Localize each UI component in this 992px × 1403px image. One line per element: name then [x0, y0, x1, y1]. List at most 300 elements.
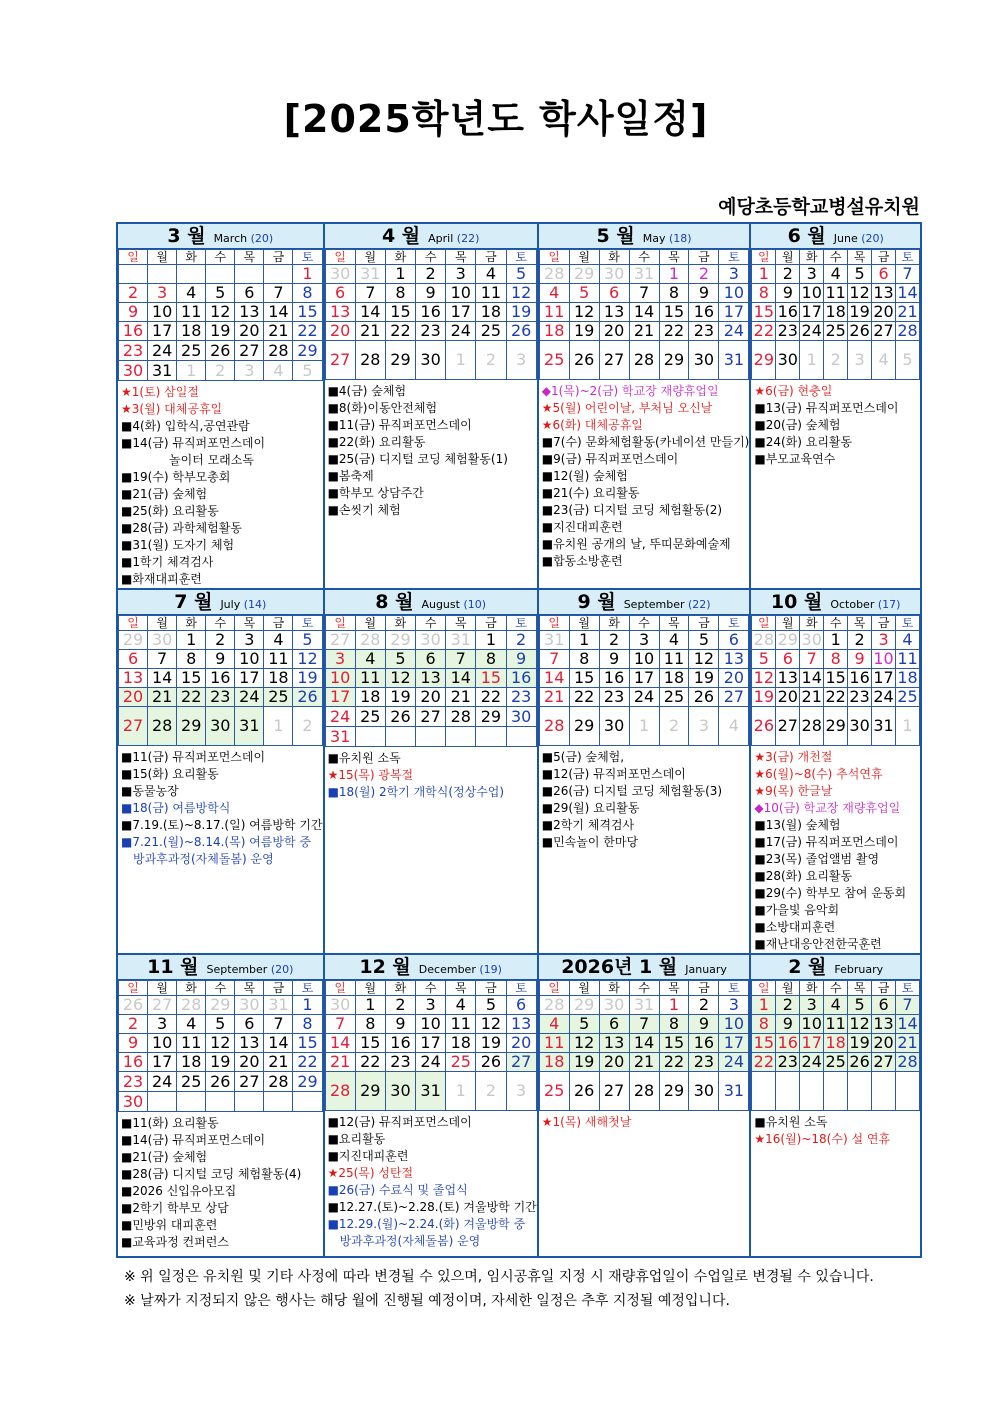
day-cell: 18	[177, 322, 206, 341]
day-cell: 31	[355, 265, 385, 284]
day-cell: 24	[719, 1053, 749, 1072]
day-cell: 27	[719, 688, 749, 707]
weekday-label: 금	[476, 250, 506, 265]
day-cell: 5	[848, 265, 872, 284]
weekday-label: 금	[264, 616, 293, 631]
day-cell: 11	[825, 283, 846, 302]
day-cell: 8	[752, 284, 776, 303]
day-cell: 18	[539, 1053, 569, 1072]
day-cell: 7	[148, 650, 177, 669]
event-item: ■동물농장	[121, 784, 179, 798]
day-cell: 9	[776, 284, 800, 303]
month-english: October (17)	[830, 598, 901, 611]
day-cell: 15	[659, 303, 689, 322]
day-cell: 27	[235, 1072, 264, 1092]
day-cell: 1	[752, 996, 776, 1015]
month-english: September (20)	[206, 963, 294, 976]
weekday-label: 금	[476, 616, 506, 631]
event-item: ★6(금) 현충일	[754, 384, 833, 398]
day-cell: 26	[119, 996, 148, 1015]
day-cell: 26	[506, 322, 536, 341]
weekday-label: 토	[506, 250, 536, 265]
event-list	[751, 380, 920, 468]
day-cell: 26	[849, 1052, 870, 1071]
day-cell: 13	[873, 1014, 894, 1033]
day-cell: 31	[629, 265, 659, 284]
day-cell	[476, 727, 506, 747]
weekday-label: 월	[148, 616, 177, 631]
day-cell: 9	[689, 284, 719, 303]
day-cell: 3	[416, 996, 446, 1015]
day-cell: 29	[177, 707, 206, 746]
day-cell: 11	[355, 669, 385, 688]
weekday-label: 금	[264, 981, 293, 996]
day-cell: 12	[206, 1034, 235, 1053]
weekday-label: 목	[235, 981, 264, 996]
day-cell: 2	[659, 707, 689, 746]
day-cell: 18	[825, 302, 846, 321]
event-item: ■14(금) 뮤직퍼포먼스데이	[121, 436, 266, 450]
month-name: 9 월	[577, 591, 616, 613]
day-cell: 18	[355, 688, 385, 707]
weekday-label: 화	[177, 981, 206, 996]
weekday-label: 화	[177, 616, 206, 631]
day-cell: 30	[689, 341, 719, 380]
day-cell: 12	[206, 303, 235, 322]
day-cell: 25	[264, 688, 293, 707]
day-cell: 5	[206, 1015, 235, 1034]
day-cell: 21	[539, 688, 569, 707]
day-cell: 30	[801, 630, 822, 649]
day-cell: 16	[689, 1034, 719, 1053]
weekday-label: 수	[824, 981, 848, 996]
day-cell: 9	[776, 1015, 800, 1034]
event-item: ■18(월) 2학기 개학식(정상수업)	[327, 785, 505, 799]
event-item: ★3(금) 개천절	[754, 750, 833, 764]
day-cell: 27	[599, 1072, 629, 1111]
day-cell: 25	[897, 687, 918, 706]
day-cell: 19	[293, 669, 322, 688]
day-cell: 4	[177, 1015, 206, 1034]
day-cell: 13	[235, 1034, 264, 1053]
day-cell: 25	[825, 321, 846, 340]
day-cell: 15	[355, 1034, 385, 1053]
month-name: 10 월	[770, 591, 823, 613]
weekday-label: 토	[293, 616, 322, 631]
day-cell: 1	[659, 265, 689, 284]
event-item: ■21(금) 숲체험	[121, 487, 208, 501]
day-cell: 2	[416, 265, 446, 284]
day-cell: 4	[824, 265, 848, 284]
school-day-count: (19)	[479, 963, 502, 976]
day-cell: 8	[293, 1015, 322, 1034]
day-cell: 29	[659, 1072, 689, 1111]
day-cell: 6	[325, 284, 355, 303]
event-item: ■8(화)이동안전체험	[327, 401, 438, 415]
day-cell: 1	[824, 631, 848, 650]
event-item: ■13(월) 숲체험	[754, 818, 841, 832]
day-cell: 8	[355, 1015, 385, 1034]
event-item: ■11(금) 뮤직퍼포먼스데이	[327, 418, 472, 432]
event-item: ■4(금) 숲체험	[327, 384, 407, 398]
day-cell: 14	[446, 669, 476, 688]
day-cell: 27	[148, 996, 177, 1015]
day-cell: 19	[385, 688, 415, 707]
event-item: ■28(금) 과학체험활동	[121, 521, 242, 535]
weekday-label: 금	[689, 616, 719, 631]
calendar-grid	[116, 222, 922, 1258]
event-item: 방과후과정(자체돌봄) 운영	[339, 1234, 481, 1248]
day-cell: 28	[800, 707, 824, 746]
month-header	[118, 224, 323, 249]
day-cell: 4	[177, 284, 206, 303]
day-cell: 3	[446, 265, 476, 284]
day-cell: 7	[800, 650, 824, 669]
school-day-count: (20)	[270, 963, 294, 976]
day-cell: 7	[325, 1015, 355, 1034]
day-cell: 30	[599, 707, 629, 746]
event-item: ■24(화) 요리활동	[754, 435, 853, 449]
month-cell	[539, 224, 752, 590]
day-cell: 28	[264, 341, 293, 361]
day-cell: 13	[119, 669, 148, 688]
day-cell: 16	[777, 1033, 798, 1052]
day-cell: 5	[896, 341, 920, 380]
day-cell	[119, 265, 148, 284]
day-cell: 2	[776, 265, 800, 284]
day-cell: 16	[206, 669, 235, 688]
event-item: ■가을빛 음악회	[754, 903, 840, 917]
day-cell: 18	[539, 322, 569, 341]
day-cell: 4	[719, 707, 749, 746]
event-item: ■20(금) 숲체험	[754, 418, 841, 432]
event-item: ■22(화) 요리활동	[327, 435, 426, 449]
month-header	[539, 590, 750, 615]
day-cell: 10	[629, 650, 659, 669]
school-day-count: (18)	[668, 232, 692, 245]
day-cell: 8	[752, 1015, 776, 1034]
school-name: 예당초등학교병설유치원	[718, 196, 920, 218]
event-item: ■유치원 공개의 날, 뚜띠문화예술제	[541, 537, 731, 551]
event-item: ■요리활동	[327, 1132, 386, 1146]
day-cell: 19	[849, 1033, 870, 1052]
day-cell	[148, 1092, 177, 1112]
day-cell: 5	[689, 631, 719, 650]
event-item: ■26(금) 수료식 및 졸업식	[327, 1183, 468, 1197]
weekday-label: 목	[659, 616, 689, 631]
day-cell: 6	[235, 1015, 264, 1034]
day-cell: 21	[355, 322, 385, 341]
day-cell: 29	[777, 630, 798, 649]
month-english: February	[834, 963, 884, 976]
school-day-count: (17)	[877, 598, 901, 611]
day-cell	[177, 1092, 206, 1112]
day-cell: 6	[119, 650, 148, 669]
day-cell: 30	[206, 707, 235, 746]
day-cell: 2	[599, 631, 629, 650]
day-cell	[872, 1072, 896, 1111]
weekday-label: 토	[506, 616, 536, 631]
day-cell: 17	[719, 1034, 749, 1053]
day-cell: 2	[476, 341, 506, 380]
day-cell: 20	[777, 687, 798, 706]
day-cell: 3	[848, 341, 872, 380]
event-list	[325, 1111, 537, 1250]
weekday-label: 토	[896, 981, 920, 996]
day-cell: 6	[872, 265, 896, 284]
day-cell: 17	[446, 303, 476, 322]
month-calendar	[118, 980, 323, 1112]
day-cell: 17	[416, 1034, 446, 1053]
day-cell: 30	[776, 341, 800, 380]
day-cell: 29	[569, 707, 599, 746]
day-cell: 11	[446, 1015, 476, 1034]
day-cell: 3	[719, 265, 749, 284]
day-cell: 4	[539, 1015, 569, 1034]
day-cell: 28	[446, 707, 476, 727]
day-cell: 4	[824, 996, 848, 1015]
weekday-label: 월	[148, 250, 177, 265]
page-title: [2025학년도 학사일정]	[283, 97, 709, 141]
day-cell: 3	[148, 284, 177, 303]
weekday-label: 화	[599, 616, 629, 631]
day-cell: 20	[599, 1053, 629, 1072]
month-name: 11 월	[147, 956, 199, 978]
day-cell: 2	[824, 341, 848, 380]
day-cell: 27	[776, 707, 800, 746]
event-item: ■12(월) 숲체험	[541, 469, 628, 483]
day-cell: 7	[629, 1015, 659, 1034]
event-item: ■5(금) 숲체험,	[541, 750, 625, 764]
day-cell: 6	[776, 650, 800, 669]
day-cell: 24	[801, 1052, 822, 1071]
weekday-label: 수	[416, 616, 446, 631]
month-calendar	[118, 249, 323, 381]
day-cell	[235, 265, 264, 284]
day-cell: 15	[753, 302, 775, 321]
day-cell: 15	[177, 669, 206, 688]
day-cell: 27	[873, 321, 894, 340]
weekday-label: 수	[629, 616, 659, 631]
month-cell	[539, 955, 752, 1256]
day-cell: 24	[148, 341, 177, 361]
month-cell	[325, 224, 539, 590]
day-cell	[446, 727, 476, 747]
event-item: ■26(금) 디지털 코딩 체험활동(3)	[541, 784, 723, 798]
month-header	[751, 224, 920, 249]
day-cell: 1	[446, 1072, 476, 1111]
day-cell: 3	[325, 650, 355, 669]
weekday-label: 화	[800, 250, 824, 265]
day-cell: 23	[506, 688, 536, 707]
day-cell: 31	[235, 707, 264, 746]
event-item: ■지진대피훈련	[541, 520, 623, 534]
day-cell: 28	[264, 1072, 293, 1092]
weekday-label: 화	[177, 250, 206, 265]
day-cell: 5	[385, 650, 415, 669]
day-cell: 23	[385, 1053, 415, 1072]
day-cell: 18	[825, 1033, 846, 1052]
weekday-label: 화	[385, 250, 415, 265]
day-cell: 10	[148, 303, 177, 322]
month-name: 6 월	[787, 225, 826, 247]
day-cell: 11	[897, 649, 918, 668]
day-cell	[385, 727, 415, 747]
day-cell: 6	[506, 996, 536, 1015]
day-cell: 20	[719, 669, 749, 688]
weekday-label: 목	[659, 981, 689, 996]
day-cell: 1	[385, 265, 415, 284]
event-item: ■부모교육연수	[754, 452, 836, 466]
day-cell: 31	[416, 1072, 446, 1111]
day-cell: 9	[385, 1015, 415, 1034]
event-item: ★6(화) 대체공휴일	[541, 418, 643, 432]
day-cell: 30	[506, 707, 536, 727]
day-cell: 1	[446, 341, 476, 380]
day-cell: 28	[629, 341, 659, 380]
day-cell	[752, 1072, 776, 1111]
day-cell: 24	[446, 322, 476, 341]
day-cell: 17	[235, 669, 264, 688]
day-cell: 19	[569, 322, 599, 341]
day-cell: 12	[569, 1034, 599, 1053]
day-cell: 25	[825, 1052, 846, 1071]
school-day-count: (14)	[243, 598, 267, 611]
day-cell: 29	[293, 1072, 322, 1092]
school-day-count: (10)	[463, 598, 487, 611]
day-cell: 29	[355, 1072, 385, 1111]
day-cell: 29	[385, 341, 415, 380]
day-cell: 28	[177, 996, 206, 1015]
day-cell: 7	[896, 996, 920, 1015]
weekday-label: 목	[659, 250, 689, 265]
day-cell: 29	[569, 996, 599, 1015]
day-cell: 21	[801, 687, 822, 706]
day-cell: 28	[897, 321, 918, 340]
weekday-label: 화	[599, 250, 629, 265]
event-item: ■1학기 체격검사	[121, 555, 214, 569]
day-cell: 7	[355, 284, 385, 303]
month-english: June (20)	[833, 232, 884, 245]
month-english: July (14)	[220, 598, 267, 611]
day-cell: 2	[689, 996, 719, 1015]
day-cell: 7	[264, 1015, 293, 1034]
day-cell: 17	[148, 1053, 177, 1072]
day-cell: 22	[659, 1053, 689, 1072]
note-1: ※ 위 일정은 유치원 및 기타 사정에 따라 변경될 수 있으며, 임시공휴일 지정 시 재량휴업일이 수업일로 변경될 수 있습니다.	[124, 1269, 874, 1285]
day-cell: 27	[325, 631, 355, 650]
event-item: ■봄축제	[327, 469, 374, 483]
month-calendar	[325, 615, 537, 747]
event-item: ■29(월) 요리활동	[541, 801, 640, 815]
weekday-label: 월	[569, 981, 599, 996]
day-cell: 18	[446, 1034, 476, 1053]
day-cell: 11	[177, 303, 206, 322]
day-cell: 31	[325, 727, 355, 747]
day-cell: 30	[148, 631, 177, 650]
day-cell: 13	[599, 303, 629, 322]
day-cell: 3	[800, 265, 824, 284]
day-cell: 21	[148, 688, 177, 707]
day-cell: 12	[293, 650, 322, 669]
day-cell: 11	[476, 284, 506, 303]
day-cell: 3	[800, 996, 824, 1015]
day-cell: 20	[325, 322, 355, 341]
weekday-label: 금	[872, 250, 896, 265]
day-cell: 24	[629, 688, 659, 707]
weekday-label: 월	[569, 616, 599, 631]
day-cell: 27	[873, 1052, 894, 1071]
month-cell	[118, 590, 325, 955]
day-cell: 24	[801, 321, 822, 340]
day-cell: 4	[539, 284, 569, 303]
day-cell: 25	[177, 1072, 206, 1092]
day-cell: 8	[177, 650, 206, 669]
weekday-label: 일	[325, 616, 355, 631]
weekday-label: 화	[800, 981, 824, 996]
event-item: ■7.19.(토)~8.17.(일) 여름방학 기간	[121, 818, 323, 832]
note-2: ※ 날짜가 지정되지 않은 행사는 해당 월에 진행될 예정이며, 자세한 일정은 추후 지정될 예정입니다.	[124, 1293, 730, 1309]
month-cell	[325, 590, 539, 955]
day-cell: 2	[476, 1072, 506, 1111]
event-item: ■학부모 상담주간	[327, 486, 424, 500]
school-day-count: (22)	[688, 598, 711, 611]
day-cell	[148, 265, 177, 284]
day-cell: 2	[119, 284, 148, 303]
day-cell: 30	[325, 265, 355, 284]
weekday-label: 화	[800, 616, 824, 631]
day-cell: 31	[719, 341, 749, 380]
day-cell: 24	[325, 707, 355, 727]
day-cell: 30	[689, 1072, 719, 1111]
event-item: ■손씻기 체험	[327, 503, 401, 517]
weekday-label: 수	[629, 250, 659, 265]
day-cell: 22	[355, 1053, 385, 1072]
weekday-label: 목	[446, 616, 476, 631]
month-cell	[118, 955, 325, 1256]
day-cell: 14	[325, 1034, 355, 1053]
day-cell: 31	[446, 631, 476, 650]
day-cell: 3	[689, 707, 719, 746]
month-english: March (20)	[213, 232, 274, 245]
month-calendar	[539, 615, 750, 746]
weekday-label: 일	[325, 981, 355, 996]
day-cell: 16	[689, 303, 719, 322]
day-cell: 15	[659, 1034, 689, 1053]
weekday-label: 금	[689, 250, 719, 265]
month-header	[539, 224, 750, 249]
day-cell: 31	[872, 707, 896, 746]
day-cell: 12	[753, 668, 775, 687]
day-cell: 9	[848, 650, 872, 669]
event-list	[325, 747, 537, 801]
day-cell: 12	[476, 1015, 506, 1034]
day-cell: 10	[416, 1015, 446, 1034]
day-cell: 26	[206, 1072, 235, 1092]
day-cell: 4	[659, 631, 689, 650]
day-cell: 1	[177, 631, 206, 650]
day-cell: 13	[777, 668, 798, 687]
event-item: ■2026 신입유아모집	[121, 1184, 237, 1198]
month-cell	[751, 224, 920, 590]
day-cell: 15	[385, 303, 415, 322]
event-item: ■12(금) 뮤직퍼포먼스데이	[327, 1115, 472, 1129]
day-cell: 28	[148, 707, 177, 746]
day-cell: 28	[753, 630, 775, 649]
month-calendar	[539, 980, 750, 1111]
day-cell: 3	[235, 631, 264, 650]
day-cell: 14	[629, 1034, 659, 1053]
